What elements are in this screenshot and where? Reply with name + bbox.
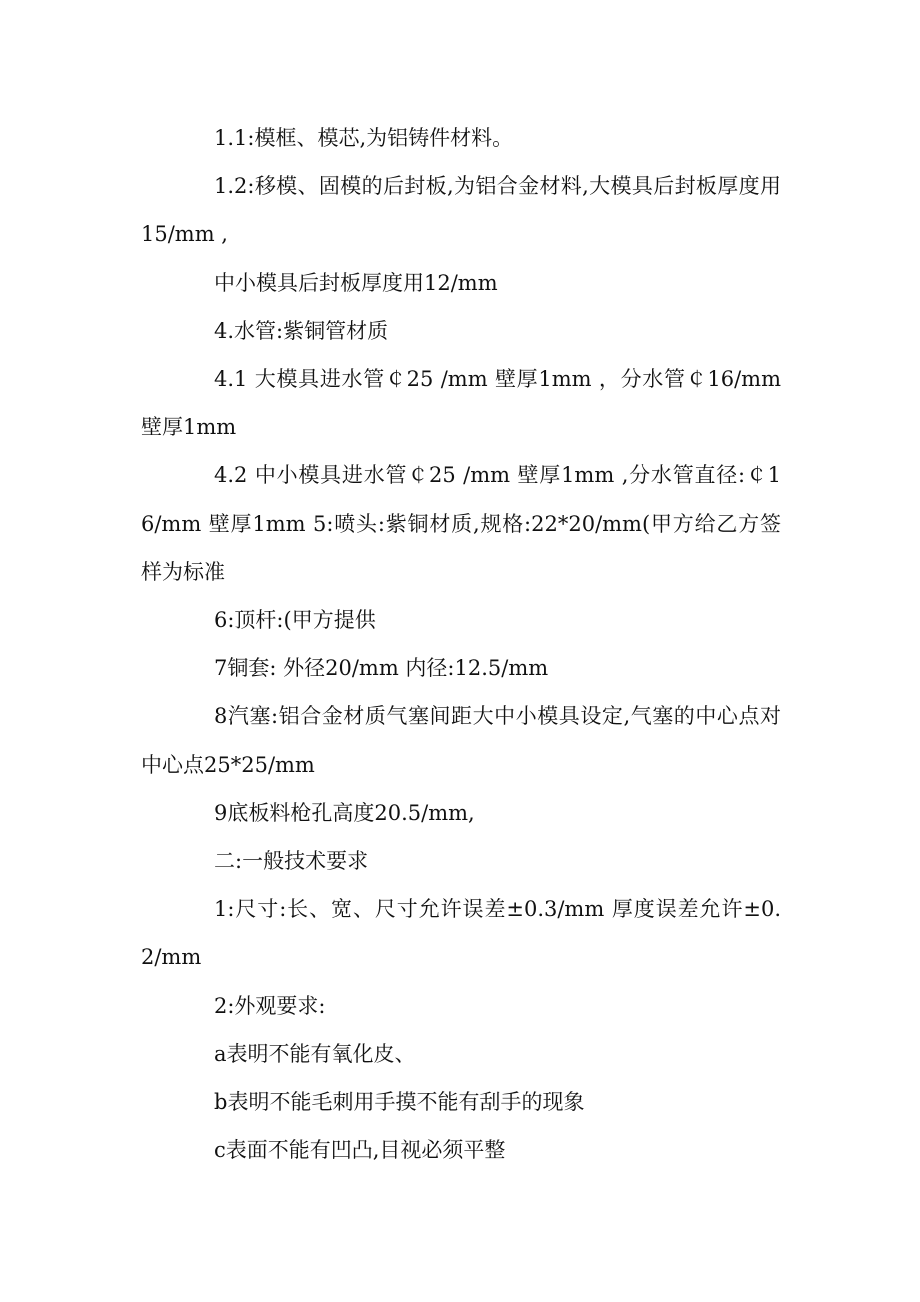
list-item-c: c表面不能有凹凸,目视必须平整	[214, 1138, 506, 1163]
document-body	[141, 114, 781, 1174]
paragraph-6-ejector: 6:顶杆:(甲方提供	[214, 608, 376, 633]
paragraph-1-1: 1.1:模框、模芯,为铝铸件材料。	[214, 126, 514, 150]
list-item-a: a表明不能有氧化皮、	[214, 1041, 416, 1066]
paragraph-8-vent: 8汽塞:铝合金材质气塞间距大中小模具设定,气塞的中心点对中心点25*25/mm	[141, 704, 781, 777]
paragraph-1-2: 1.2:移模、固模的后封板,为铝合金材料,大模具后封板厚度用15/mm ,	[141, 174, 781, 247]
paragraph-4-1: 4.1 大模具进水管￠25 /mm 壁厚1mm ，分水管￠16/mm 壁厚1mm	[141, 367, 781, 440]
paragraph-2-appearance: 2:外观要求:	[214, 993, 326, 1018]
paragraph-9-base-plate: 9底板料枪孔高度20.5/mm,	[214, 800, 475, 825]
list-item-b: b表明不能毛刺用手摸不能有刮手的现象	[214, 1090, 585, 1115]
paragraph-4-2: 4.2 中小模具进水管￠25 /mm 壁厚1mm ,分水管直径:￠16/mm 壁厚1mm 5:喷头:紫铜材质,规格:22*20/mm(甲方给乙方签样为标准	[141, 463, 781, 584]
paragraph-7-copper-sleeve: 7铜套: 外径20/mm 内径:12.5/mm	[214, 656, 549, 681]
paragraph-small-mold-plate: 中小模具后封板厚度用12/mm	[214, 270, 498, 295]
paragraph-1-dimensions: 1:尺寸:长、宽、尺寸允许误差±0.3/mm 厚度误差允许±0.2/mm	[141, 897, 781, 970]
section-heading-general-requirements: 二:一般技术要求	[214, 849, 369, 874]
paragraph-4-water-pipe: 4.水管:紫铜管材质	[214, 318, 389, 343]
